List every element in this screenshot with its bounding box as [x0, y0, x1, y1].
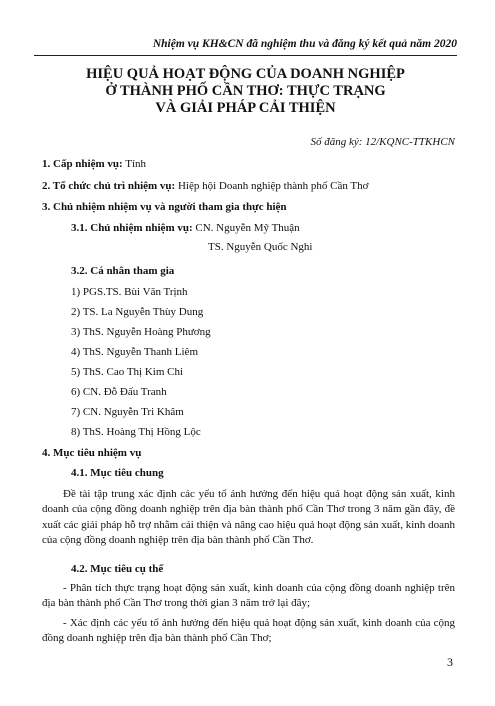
- general-objective-text: Đề tài tập trung xác định các yếu tố ảnh hưởng đến hiệu quả hoạt động sản xuất, kinh doanh của cộng đồng doanh nghiệp trên địa bàn thành phố Cần Thơ trong 3 năm gần đây, đề xuất các giải pháp hỗ trợ nhằm cải thiện và nâng cao hiệu quả hoạt động sản xuất, kinh doanh của cộng đồng doanh nghiệp trên địa bàn thành phố Cần Thơ.: [42, 488, 455, 547]
- specific-objectives-heading: 4.2. Mục tiêu cụ thể: [71, 563, 164, 575]
- mission-leader-label: 3.1. Chủ nhiệm nhiệm vụ:: [71, 222, 193, 234]
- document-title: [34, 66, 457, 117]
- mission-level: [42, 158, 146, 170]
- mission-co-leader: TS. Nguyễn Quốc Nghi: [208, 241, 313, 253]
- general-objective-heading: 4.1. Mục tiêu chung: [71, 467, 164, 479]
- participant-item: 8) ThS. Hoàng Thị Hồng Lộc: [71, 426, 201, 438]
- mission-leader: [71, 222, 300, 234]
- participant-item: 2) TS. La Nguyễn Thùy Dung: [71, 306, 204, 318]
- host-organization-value: Hiệp hội Doanh nghiệp thành phố Cần Thơ: [175, 180, 369, 192]
- title-line-2: Ở THÀNH PHỐ CẦN THƠ: THỰC TRẠNG: [105, 83, 386, 99]
- running-header: Nhiệm vụ KH&CN đã nghiệm thu và đăng ký kết quả năm 2020: [152, 38, 457, 50]
- participant-item: 6) CN. Đỗ Đấu Tranh: [71, 386, 167, 398]
- participants-heading: 3.2. Cá nhân tham gia: [71, 265, 175, 277]
- participant-item: 1) PGS.TS. Bùi Văn Trịnh: [71, 286, 188, 298]
- title-line-1: HIỆU QUẢ HOẠT ĐỘNG CỦA DOANH NGHIỆP: [86, 66, 405, 82]
- mission-leader-value: CN. Nguyễn Mỹ Thuận: [192, 222, 300, 234]
- section-4-heading: 4. Mục tiêu nhiệm vụ: [42, 447, 142, 459]
- participant-item: 5) ThS. Cao Thị Kim Chi: [71, 366, 184, 378]
- page-number: 3: [447, 655, 453, 669]
- participant-item: 4) ThS. Nguyễn Thanh Liêm: [71, 346, 198, 358]
- mission-level-label: 1. Cấp nhiệm vụ:: [42, 158, 123, 170]
- host-organization-label: 2. Tổ chức chủ trì nhiệm vụ:: [42, 180, 176, 192]
- participant-item: 7) CN. Nguyễn Tri Khâm: [71, 406, 184, 418]
- participant-item: 3) ThS. Nguyễn Hoàng Phương: [71, 326, 211, 338]
- title-line-3: VÀ GIẢI PHÁP CẢI THIỆN: [155, 100, 336, 116]
- host-organization: [42, 180, 368, 192]
- header-rule: [34, 55, 457, 56]
- registration-number: Số đăng ký: 12/KQNC-TTKHCN: [310, 136, 455, 148]
- section-3-heading: 3. Chủ nhiệm nhiệm vụ và người tham gia thực hiện: [42, 201, 287, 213]
- specific-objective-item: - Xác định các yếu tố ảnh hưởng đến hiệu quả hoạt động sản xuất, kinh doanh của cộng đồng doanh nghiệp trên địa bàn thành phố Cần Thơ;: [42, 617, 455, 645]
- mission-level-value: Tỉnh: [122, 158, 147, 170]
- specific-objective-item: - Phân tích thực trạng hoạt động sản xuất, kinh doanh của cộng đồng doanh nghiệp trên địa bàn thành phố Cần Thơ trong thời gian 3 năm trở lại đây;: [42, 582, 455, 610]
